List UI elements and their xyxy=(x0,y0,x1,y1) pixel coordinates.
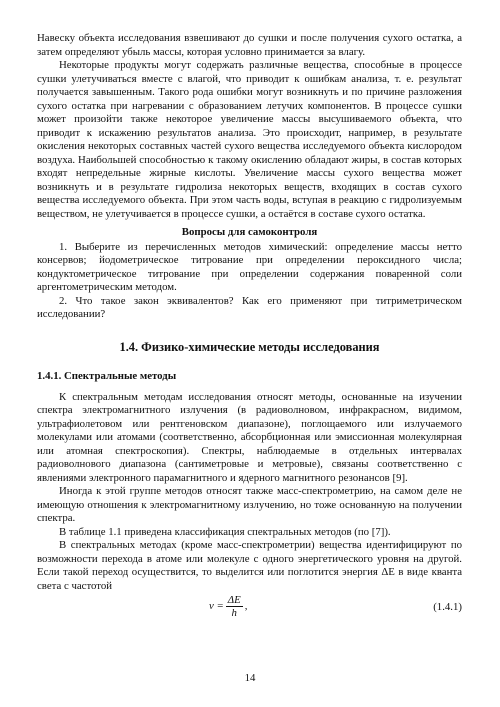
question-item: 1. Выберите из перечисленных методов химический: определение массы нетто консервов; йодометрическое титрование при определении пероксидного числа; кондуктометрическое титрование при определении содержания поваренной соли аргентометрическим методом. xyxy=(37,240,462,293)
questions-heading: Вопросы для самоконтроля xyxy=(181,226,318,238)
formula-expression xyxy=(209,594,247,619)
paragraph: К спектральным методам исследования относят методы, основанные на изучении спектра электромагнитного излучения (в радиоволновом, инфракрасном, видимом, ультрафиолетовом или рентгеновском диапазоне), поглощаемого или излучаемого молекулами или атомами (соответственно, абсорбционная или эмиссионная молекулярная или атомная спектроскопия). Спектры, наблюдаемые в отдельных интервалах радиоволнового диапазона (сантиметровые и метровые), связаны соответственно с явлениями электронного парамагнитного и ядерного магнитного резонансов [9]. xyxy=(37,390,462,484)
formula-fraction xyxy=(226,594,243,619)
paragraph: Навеску объекта исследования взвешивают до сушки и после получения сухого остатка, а затем определяют убыль массы, которая условно принимается за влагу. xyxy=(37,32,462,58)
paragraph: В спектральных методах (кроме масс-спектрометрии) вещества идентифицируют по возможности перехода в атоме или молекуле с одного энергетического уровня на другой. Если такой переход осуществится, то выделится или поглотится энергия ΔE в виде кванта света с частотой xyxy=(37,539,462,592)
formula-trail: , xyxy=(244,599,248,612)
paragraph: Иногда к этой группе методов относят также масс-спектрометрию, на самом деле не имеющую отношения к электромагнитному излучению, но тоже основанную на получении спектра. xyxy=(37,485,462,524)
equation-number: (1.4.1) xyxy=(433,601,462,613)
page-number: 14 xyxy=(244,672,256,684)
formula-numerator: ΔE xyxy=(227,594,241,606)
subsection-title: 1.4.1. Спектральные методы xyxy=(37,370,177,382)
paragraph: В таблице 1.1 приведена классификация спектральных методов (по [7]). xyxy=(59,525,391,538)
page-body xyxy=(37,32,462,622)
section-title: 1.4. Физико-химические методы исследования xyxy=(119,339,380,354)
question-item: 2. Что такое закон эквивалентов? Как его применяют при титриметрическом исследовании? xyxy=(37,294,462,320)
formula-lhs: ν = xyxy=(209,599,224,612)
formula-denominator: h xyxy=(231,607,237,619)
formula xyxy=(37,594,462,622)
paragraph: Некоторые продукты могут содержать различные вещества, способные в процессе сушки улетучиваться вместе с влагой, что приводит к ошибкам анализа, т. е. результат получается завышенным. Такого рода ошибки могут возникнуть и по причине разложения сухого остатка при нагревании с образованием летучих компонентов. В процессе сушки может произойти также некоторое увеличение массы высушиваемого объекта, что приводит к искажению результатов анализа. Это происходит, например, в результате окисления некоторых составных частей сухого вещества исследуемого объекта кислородом воздуха. Наибольшей способностью к такому окислению обладают жиры, в состав которых входят непредельные жирные кислоты. Увеличение массы сухого вещества может возникнуть и в результате гидролиза некоторых веществ, входящих в состав сухого вещества исследуемого объекта. При этом часть воды, вступая в реакцию с гидролизуемым веществом, не улетучивается в процессе сушки, а остаётся в составе сухого остатка. xyxy=(37,59,462,220)
